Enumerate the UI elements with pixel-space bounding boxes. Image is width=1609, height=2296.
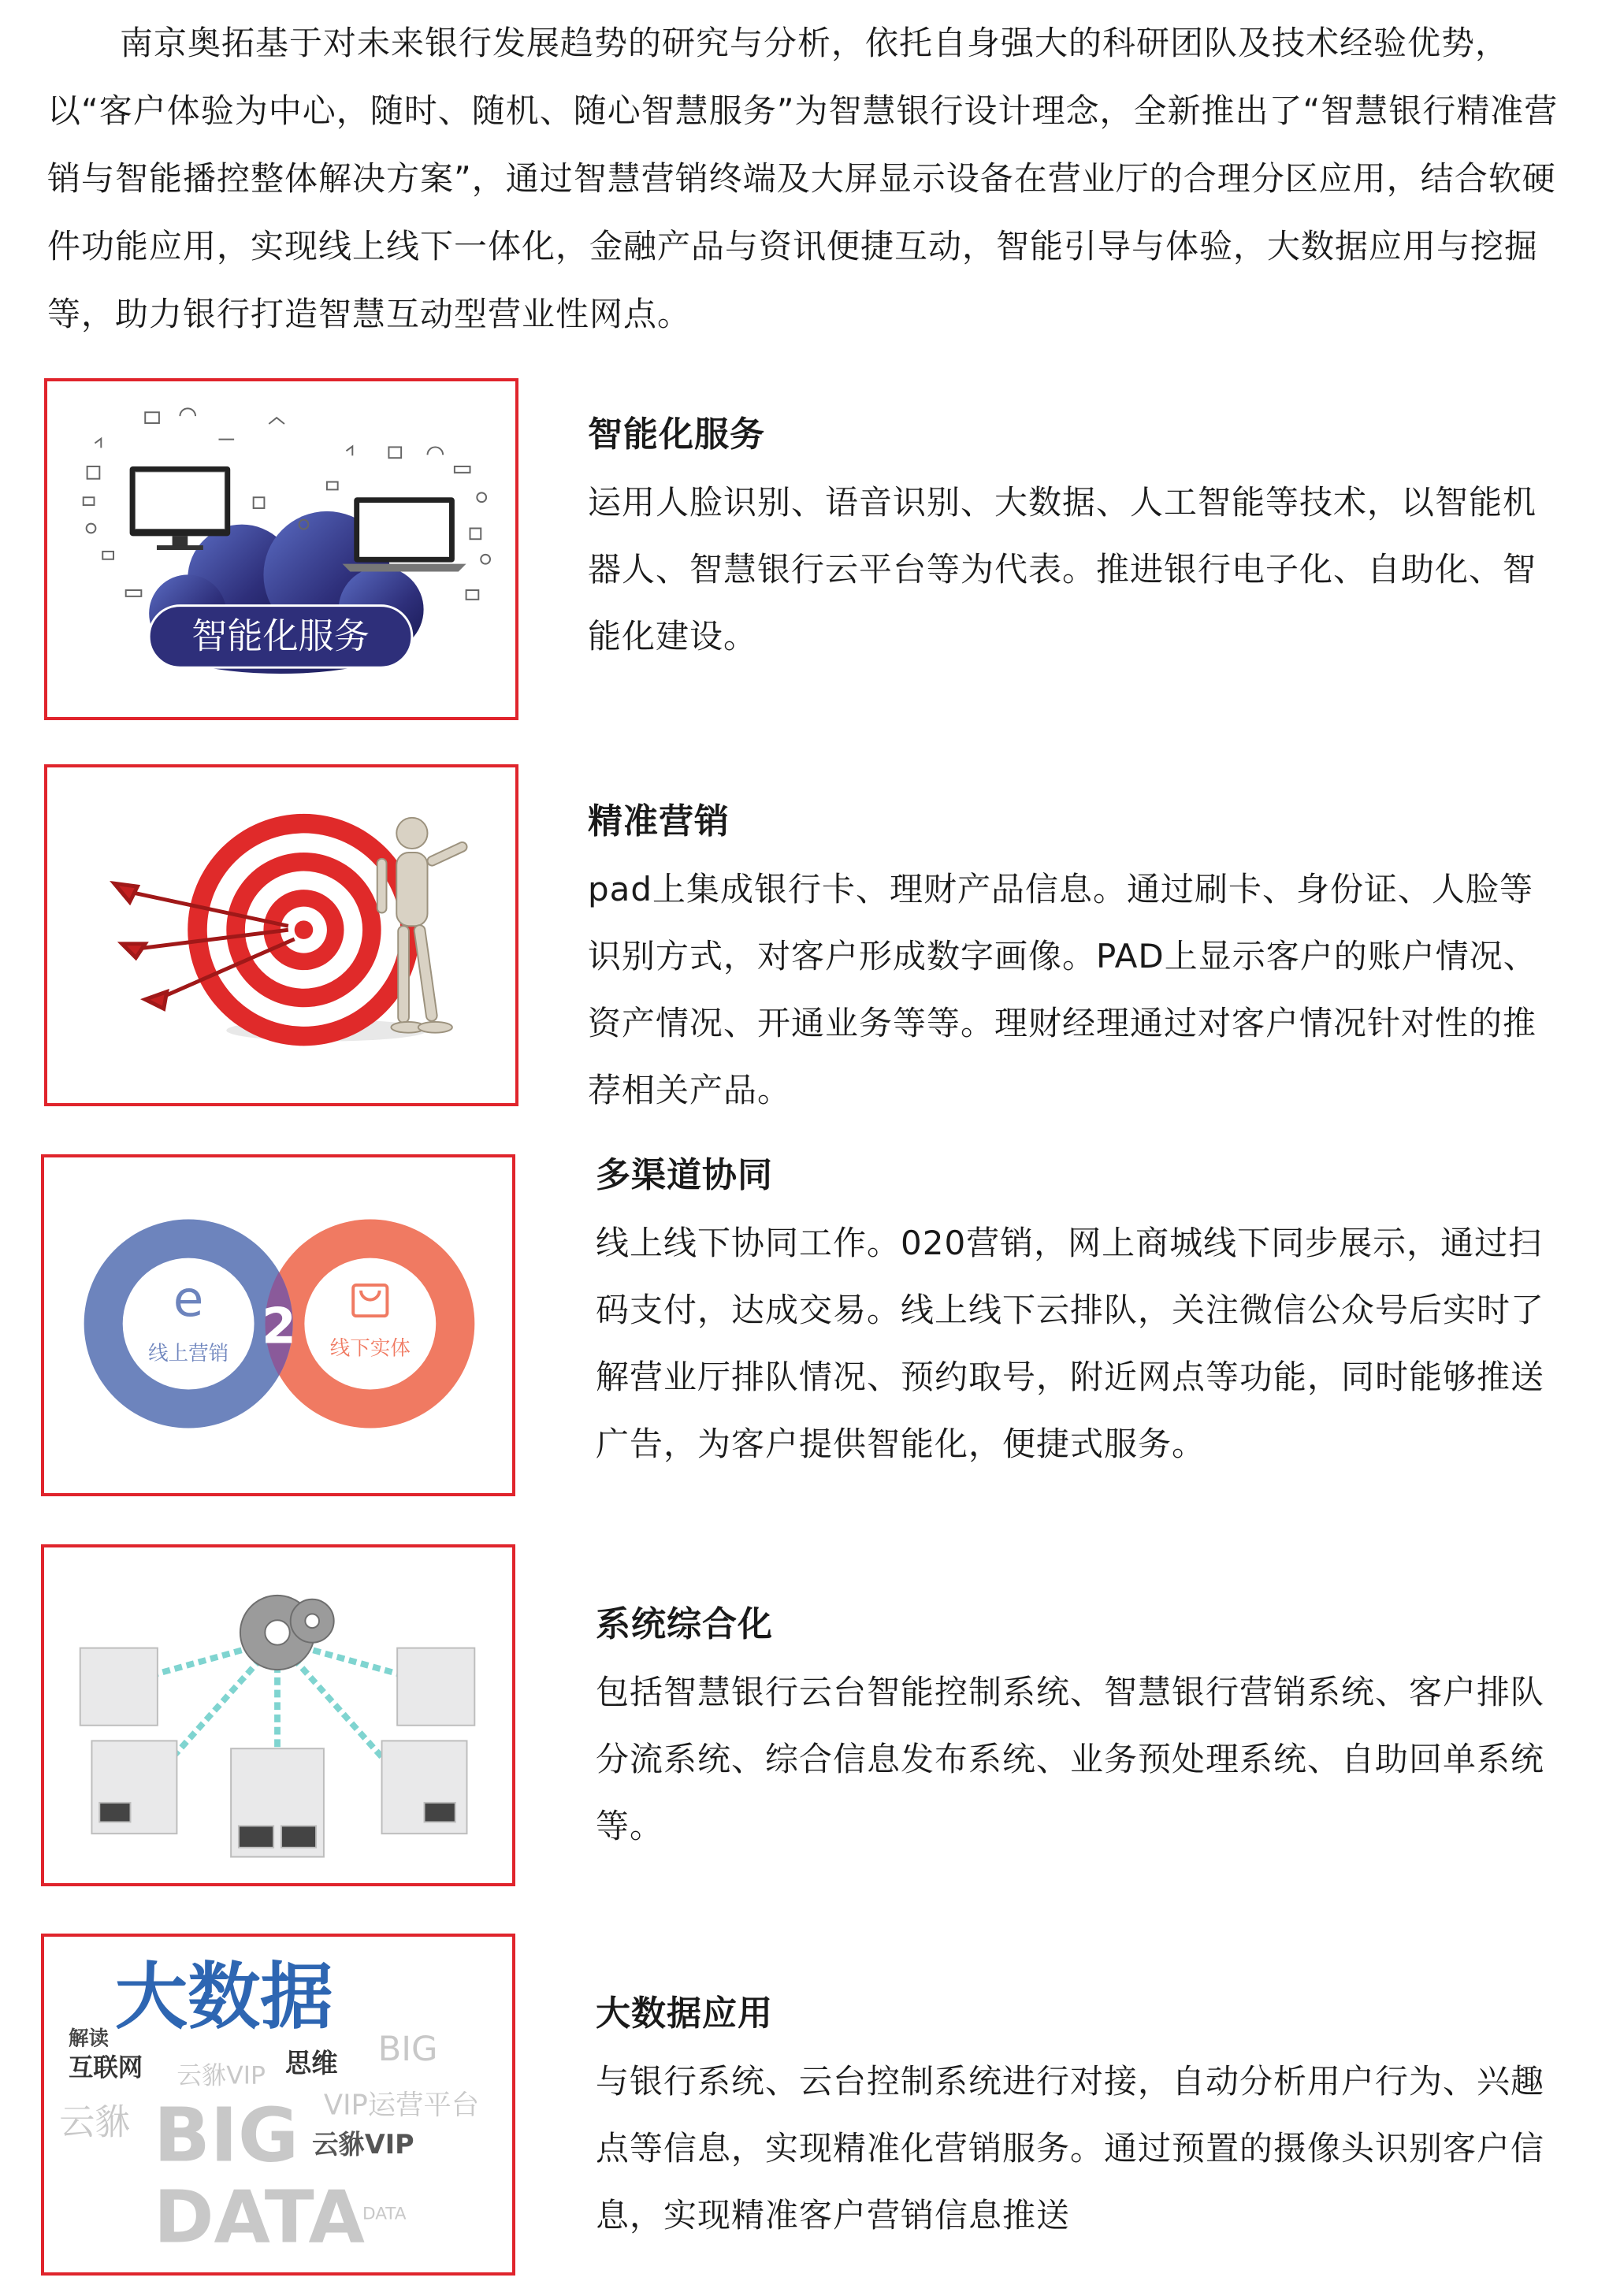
- section-title-big-data: 大数据应用: [596, 1993, 773, 2034]
- svg-text:e: e: [173, 1270, 204, 1328]
- image-system-integration: [41, 1544, 515, 1886]
- online-label: 线上营销: [148, 1342, 229, 1366]
- wordcloud-big-title: 大数据: [114, 1953, 333, 2039]
- gear-icon: [240, 1596, 334, 1670]
- section-title-smart-service: 智能化服务: [588, 414, 765, 455]
- cloud-label: 智能化服务: [191, 615, 370, 657]
- laptop-icon: [343, 497, 466, 571]
- section-body-precision-marketing: pad上集成银行卡、理财产品信息。通过刷卡、身份证、人脸等识别方式，对客户形成数字画像。PAD上显示客户的账户情况、资产情况、开通业务等等。理财经理通过对客户情况针对性的推荐相关产品。: [588, 870, 1537, 1109]
- intro-paragraph: 南京奥拓基于对未来银行发展趋势的研究与分析，依托自身强大的科研团队及技术经验优势，以“客户体验为中心，随时、随机、随心智慧服务”为智慧银行设计理念，全新推出了“智慧银行精准营销与智能播控整体解决方案”，通过智慧营销终端及大屏显示设备在营业厅的合理分区应用，结合软硬件功能应用，实现线上线下一体化，金融产品与资讯便捷互动，智能引导与体验，大数据应用与挖掘等，助力银行打造智慧互动型营业性网点。: [47, 24, 1559, 333]
- section-body-big-data: 与银行系统、云台控制系统进行对接，自动分析用户行为、兴趣点等信息，实现精准化营销服务。通过预置的摄像头识别客户信息，实现精准客户营销信息推送: [596, 2062, 1545, 2235]
- section-title-multichannel: 多渠道协同: [596, 1155, 773, 1195]
- wordcloud-word: DATA: [362, 2204, 407, 2224]
- section-title-precision-marketing: 精准营销: [588, 801, 730, 841]
- wordcloud-word: 云貅: [59, 2101, 131, 2143]
- wordcloud-word: DATA: [153, 2174, 365, 2260]
- image-smart-service: [44, 378, 518, 720]
- section-title-system-integration: 系统综合化: [596, 1604, 773, 1644]
- offline-label: 线下实体: [329, 1336, 411, 1361]
- wordcloud-word: VIP运营平台: [323, 2089, 480, 2122]
- o2o-digit: 2: [262, 1297, 296, 1355]
- wordcloud-word: 解读: [68, 2027, 110, 2051]
- target-icon: [188, 814, 419, 1046]
- section-body-system-integration: 包括智慧银行云台智能控制系统、智慧银行营销系统、客户排队分流系统、综合信息发布系统、业务预处理系统、自助回单系统等。: [596, 1673, 1545, 1845]
- wordcloud-word: 互联网: [68, 2053, 143, 2082]
- image-precision-marketing: [44, 764, 518, 1106]
- image-big-data: [41, 1934, 515, 2276]
- wordcloud-word: 云貅VIP: [177, 2061, 266, 2090]
- section-body-smart-service: 运用人脸识别、语音识别、大数据、人工智能等技术，以智能机器人、智慧银行云平台等为代表。推进银行电子化、自助化、智能化建设。: [588, 483, 1537, 656]
- section-body-multichannel: 线上线下协同工作。020营销，网上商城线下同步展示，通过扫码支付，达成交易。线上线下云排队，关注微信公众号后实时了解营业厅排队情况、预约取号，附近网点等功能，同时能够推送广告，为客户提供智能化，便捷式服务。: [596, 1224, 1545, 1463]
- wordcloud-word: BIG: [153, 2093, 299, 2179]
- wordcloud-word: 云貅VIP: [312, 2128, 414, 2160]
- image-multichannel: [41, 1154, 515, 1496]
- wordcloud-word: BIG: [377, 2030, 438, 2070]
- online-e-icon: [173, 1270, 204, 1328]
- wordcloud-word: 思维: [284, 2047, 338, 2079]
